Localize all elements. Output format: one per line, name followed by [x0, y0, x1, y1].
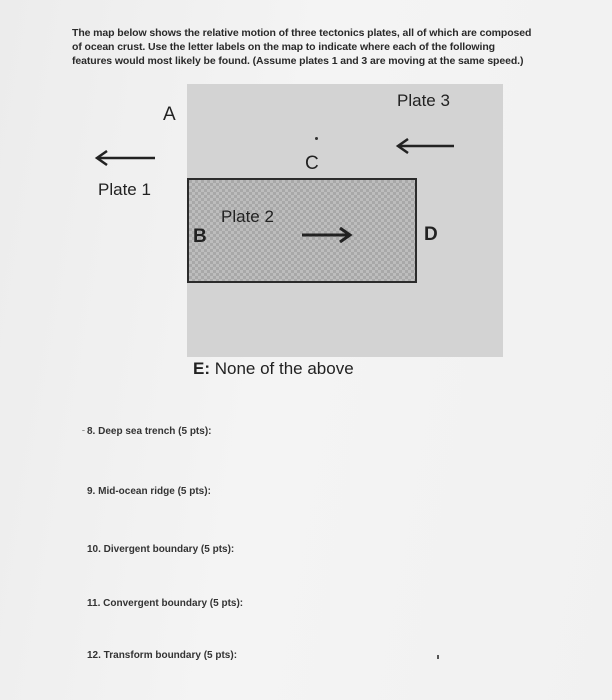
plate-1-label: Plate 1 [98, 180, 151, 199]
instructions-paragraph [72, 26, 552, 68]
option-e-text: None of the above [214, 359, 354, 378]
instructions-line-2: of ocean crust. Use the letter labels on the map to indicate where each of the following [72, 41, 495, 53]
option-e-letter: E: [193, 359, 210, 378]
instructions-line-3: features would most likely be found. (Assume plates 1 and 3 are moving at the same speed.) [72, 55, 524, 67]
label-a: A [163, 104, 176, 125]
plate-3-motion-arrow-icon [394, 138, 456, 154]
question-11: 11. Convergent boundary (5 pts): [87, 598, 244, 609]
label-c: C [305, 153, 319, 174]
stray-mark: ˉ [82, 428, 85, 438]
plate-2-motion-arrow-icon [300, 227, 354, 243]
label-b: B [193, 226, 207, 247]
question-12: 12. Transform boundary (5 pts): [87, 650, 238, 661]
question-9: 9. Mid-ocean ridge (5 pts): [87, 486, 211, 497]
speck-mark [437, 655, 439, 659]
option-e [193, 359, 354, 379]
plate-1-motion-arrow-icon [93, 150, 157, 166]
point-marker [315, 137, 318, 140]
question-8: 8. Deep sea trench (5 pts): [87, 426, 212, 437]
question-10: 10. Divergent boundary (5 pts): [87, 544, 235, 555]
label-d: D [424, 224, 438, 245]
plate-3-label: Plate 3 [397, 91, 450, 110]
instructions-line-1: The map below shows the relative motion of three tectonics plates, all of which are composed [72, 27, 532, 39]
plate-2-label: Plate 2 [221, 207, 274, 226]
